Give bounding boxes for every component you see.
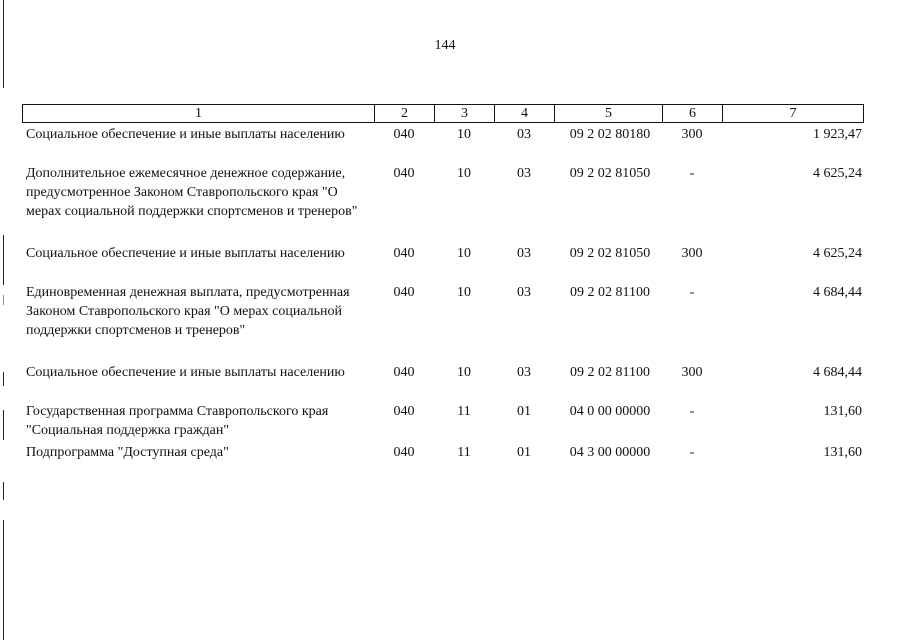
- row-code-5: 09 2 02 81100: [570, 365, 650, 380]
- row-code-5: 04 0 00 00000: [569, 404, 651, 419]
- row-code-3: 10: [457, 285, 471, 300]
- row-code-4: 01: [517, 445, 531, 460]
- row-name: Социальное обеспечение и иные выплаты населению: [26, 246, 345, 261]
- header-col-7: 7: [789, 106, 797, 121]
- row-code-6: 300: [681, 365, 703, 380]
- row-code-2: 040: [393, 166, 415, 181]
- row-amount: 4 684,44: [813, 285, 862, 300]
- scan-edge-mark: [3, 0, 4, 88]
- scan-edge-mark: [3, 235, 4, 285]
- header-col-4: 4: [495, 105, 555, 122]
- row-code-3: 10: [457, 365, 471, 380]
- row-code-3: 10: [457, 166, 471, 181]
- row-code-2: 040: [393, 404, 415, 419]
- row-amount: 4 625,24: [813, 246, 862, 261]
- row-name: Государственная программа Ставропольского края "Социальная поддержка граждан": [26, 404, 329, 438]
- row-name: Социальное обеспечение и иные выплаты населению: [26, 127, 345, 142]
- row-amount: 4 684,44: [813, 365, 862, 380]
- row-code-4: 03: [517, 365, 531, 380]
- scan-edge-mark: [3, 410, 4, 440]
- row-amount: 1 923,47: [813, 127, 862, 142]
- row-amount: 131,60: [823, 404, 862, 419]
- row-code-5: 09 2 02 81050: [569, 246, 651, 261]
- row-name: Социальное обеспечение и иные выплаты населению: [26, 365, 345, 380]
- row-code-2: 040: [393, 285, 415, 300]
- scan-edge-mark: [3, 482, 4, 500]
- row-code-2: 040: [393, 365, 415, 380]
- row-name: Подпрограмма "Доступная среда": [26, 445, 229, 460]
- row-code-3: 10: [457, 127, 471, 142]
- row-code-5: 09 2 02 81050: [569, 166, 651, 181]
- row-name: Единовременная денежная выплата, предусмотренная Законом Ставропольского края "О мерах социальной поддержки спортсменов и тренеров": [26, 285, 350, 338]
- row-code-3: 11: [457, 404, 471, 419]
- scan-edge-mark: [3, 295, 4, 305]
- row-code-5: 04 3 00 00000: [569, 445, 651, 460]
- row-code-5: 09 2 02 81100: [570, 285, 650, 300]
- header-col-2: 2: [375, 105, 435, 122]
- row-code-6: -: [689, 166, 695, 181]
- row-amount: 131,60: [823, 445, 862, 460]
- row-code-4: 03: [517, 285, 531, 300]
- row-code-2: 040: [393, 127, 415, 142]
- row-code-5: 09 2 02 80180: [569, 127, 651, 142]
- row-code-4: 03: [517, 246, 531, 261]
- row-code-6: -: [689, 285, 695, 300]
- header-col-6: 6: [663, 105, 723, 122]
- row-code-4: 03: [517, 127, 531, 142]
- row-amount: 4 625,24: [813, 166, 862, 181]
- header-col-5: 5: [555, 105, 663, 122]
- row-code-2: 040: [393, 445, 415, 460]
- row-code-4: 01: [517, 404, 531, 419]
- row-code-6: -: [689, 445, 695, 460]
- row-code-3: 11: [457, 445, 471, 460]
- row-code-6: -: [689, 404, 695, 419]
- row-name: Дополнительное ежемесячное денежное содержание, предусмотренное Законом Ставропольского края "О мерах социальной поддержки спортсменов и тренеров": [26, 166, 358, 219]
- table-header: [22, 104, 864, 123]
- header-col-1: 1: [23, 105, 375, 122]
- page-number: 144: [434, 38, 456, 53]
- row-code-4: 03: [517, 166, 531, 181]
- row-code-6: 300: [681, 246, 703, 261]
- header-col-3: 3: [435, 105, 495, 122]
- row-code-6: 300: [681, 127, 703, 142]
- scan-edge-mark: [3, 372, 4, 386]
- row-code-2: 040: [393, 246, 415, 261]
- row-code-3: 10: [457, 246, 471, 261]
- scan-edge-mark: [3, 520, 4, 640]
